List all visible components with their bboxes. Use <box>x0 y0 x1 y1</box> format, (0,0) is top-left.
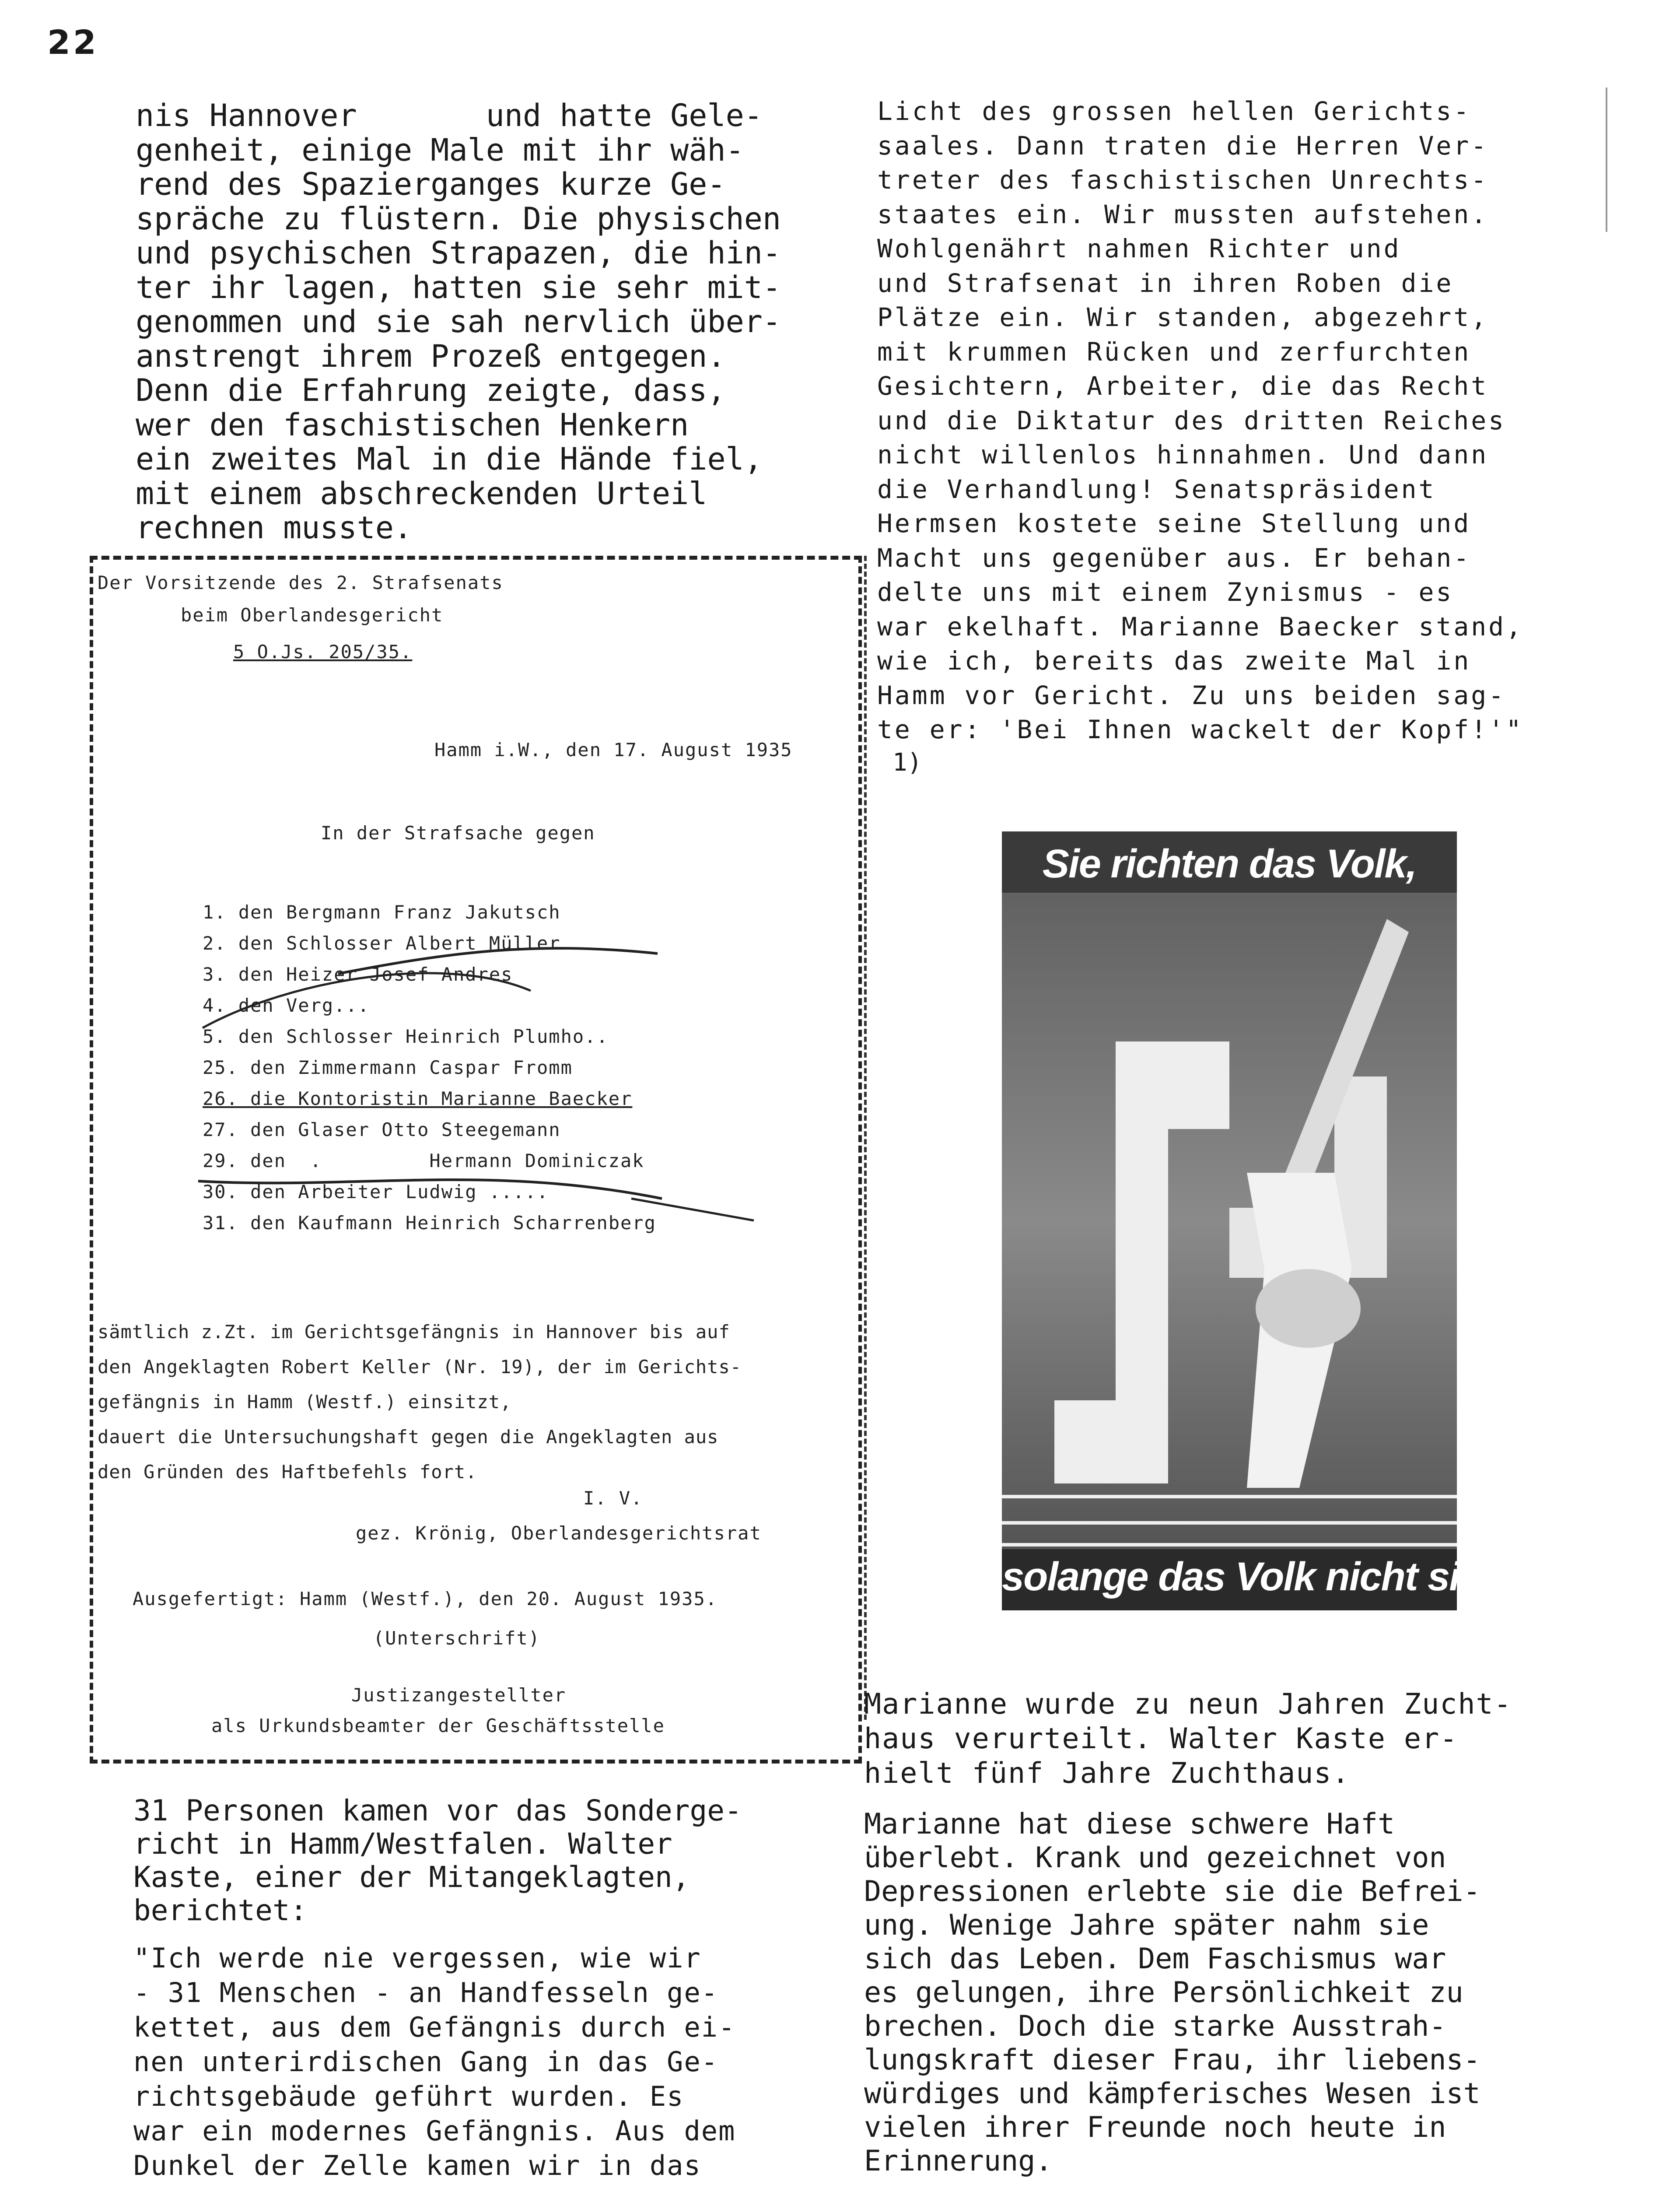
right-top-paragraph: Licht des grossen hellen Gerichts- saales. Dann traten die Herren Ver- treter des faschistischen Unrechts- staates ein. Wir mussten aufstehen. Wohlgenährt nahmen Richter und und Strafsenat in ihren Roben die Plätze ein. Wir standen, abgezehrt, mit krummen Rücken und zerfurchten Gesichtern, Arbeiter, die das Recht und die Diktatur des dritten Reiches nicht willenlos hinnahmen. Und dann die Verhandlung! Senatspräsident Hermsen kostete seine Stellung und Macht uns gegenüber aus. Er behan- delte uns mit einem Zynismus - es war ekelhaft. Marianne Baecker stand, wie ich, bereits das zweite Mal in Hamm vor Gericht. Zu uns beiden sag- te er: 'Bei Ihnen wackelt der Kopf!'" <box>877 96 1524 744</box>
document-signature-placeholder: (Unterschrift) <box>373 1627 541 1649</box>
defendant-list <box>203 897 656 1238</box>
left-bottom-paragraph: 31 Personen kamen vor das Sonderge- richt in Hamm/Westfalen. Walter Kaste, einer der Mitangeklagten, berichtet: <box>133 1794 742 1927</box>
list-item: 4. den Verg... <box>203 995 370 1016</box>
document-file-number: 5 O.Js. 205/35. <box>233 641 413 663</box>
column-rule <box>864 556 867 1720</box>
document-clerk-line1: Justizangestellter <box>351 1684 567 1706</box>
page-number: 22 <box>47 23 99 62</box>
poster-image <box>1002 831 1516 1610</box>
footnote-reference: 1) <box>892 748 922 777</box>
poster-top-text: Sie richten das Volk, <box>1042 842 1417 886</box>
list-item: 26. die Kontoristin Marianne Baecker <box>203 1088 633 1109</box>
document-body: sämtlich z.Zt. im Gerichtsgefängnis in Hannover bis auf den Angeklagten Robert Keller (Nr. 19), der im Gerichts- gefängnis in Hamm (Westf.) einsitzt, dauert die Untersuchungshaft gegen die Angeklagten aus den Gründen des Haftbefehls fort. <box>98 1321 742 1483</box>
list-item: 3. den Heizer Josef Andres <box>203 964 513 985</box>
epilogue-paragraph: Marianne hat diese schwere Haft überlebt. Krank und gezeichnet von Depressionen erlebte sie die Befrei- ung. Wenige Jahre später nahm sie sich das Leben. Dem Faschismus war es gelungen, ihre Persönlichkeit zu brechen. Doch die starke Ausstrah- lungskraft dieser Frau, ihr liebens- würdiges und kämpferisches Wesen ist vielen ihrer Freunde noch heute in Erinnerung. <box>864 1808 1480 2177</box>
document-header-line2: beim Oberlandesgericht <box>181 604 444 626</box>
court-document <box>90 556 862 1764</box>
list-item: 2. den Schlosser Albert Müller <box>203 933 561 954</box>
list-item: 29. den . Hermann Dominiczak <box>203 1150 644 1171</box>
document-clerk-line2: als Urkundsbeamter der Geschäftsstelle <box>211 1715 665 1736</box>
list-item: 30. den Arbeiter Ludwig ..... <box>203 1181 549 1203</box>
list-item: 31. den Kaufmann Heinrich Scharrenberg <box>203 1212 656 1234</box>
document-signature: gez. Krönig, Oberlandesgerichtsrat <box>356 1522 762 1544</box>
left-top-paragraph: nis Hannover und hatte Gele- genheit, einige Male mit ihr wäh- rend des Spazierganges kurze Ge- spräche zu flüstern. Die physischen und psychischen Strapazen, die hin- ter ihr lagen, hatten sie sehr mit- genommen und sie sah nervlich über- anstrengt ihrem Prozeß entgegen. Denn die Erfahrung zeigte, dass, wer den faschistischen Henkern ein zweites Mal in die Hände fiel, mit einem abschreckenden Urteil rechnen musste. <box>136 98 781 546</box>
list-item: 25. den Zimmermann Caspar Fromm <box>203 1057 573 1078</box>
list-item: 5. den Schlosser Heinrich Plumho.. <box>203 1026 609 1047</box>
document-issued-line: Ausgefertigt: Hamm (Westf.), den 20. August 1935. <box>133 1588 718 1609</box>
document-header-line1: Der Vorsitzende des 2. Strafsenats <box>98 572 504 593</box>
poster-illustration <box>1002 831 1516 1610</box>
verdict-paragraph: Marianne wurde zu neun Jahren Zucht- haus verurteilt. Walter Kaste er- hielt fünf Jahre Zuchthaus. <box>864 1688 1512 1790</box>
document-place-date: Hamm i.W., den 17. August 1935 <box>434 739 793 761</box>
document-case-heading: In der Strafsache gegen <box>321 822 595 844</box>
margin-rule <box>1606 88 1607 232</box>
list-item: 27. den Glaser Otto Steegemann <box>203 1119 561 1140</box>
quote-paragraph: "Ich werde nie vergessen, wie wir - 31 Menschen - an Handfesseln ge- kettet, aus dem Gefängnis durch ei- nen unterirdischen Gang in das Ge- richtsgebäude geführt wurden. Es war ein modernes Gefängnis. Aus dem Dunkel der Zelle kamen wir in das <box>133 1942 736 2181</box>
document-iv: I. V. <box>583 1487 643 1509</box>
list-item: 1. den Bergmann Franz Jakutsch <box>203 901 561 923</box>
poster-bottom-text: solange das Volk nicht sie ri <box>1002 1554 1516 1599</box>
